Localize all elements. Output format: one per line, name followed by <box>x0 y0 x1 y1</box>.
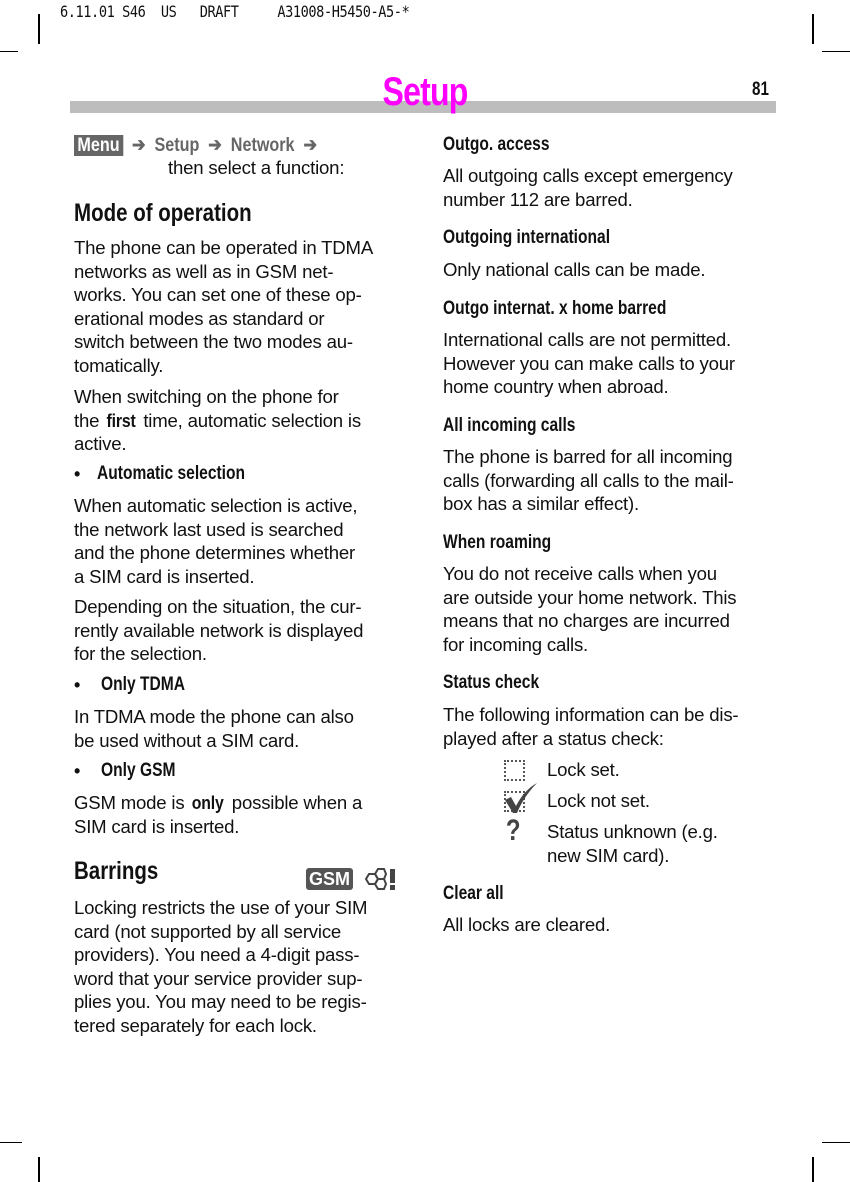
paragraph: The phone is barred for all incoming calls (forwarding all calls to the mail- box has a similar effect). <box>443 446 734 515</box>
arrow-icon: ➔ <box>131 135 146 156</box>
emphasis: first <box>106 409 136 431</box>
heading-all-incoming-calls: All incoming calls <box>443 415 576 436</box>
paragraph: All locks are cleared. <box>443 914 611 935</box>
heading-clear-all: Clear all <box>443 883 504 904</box>
checkmark-icon <box>503 782 539 814</box>
paragraph: In TDMA mode the phone can also be used without a SIM card. <box>74 706 354 751</box>
paragraph: When automatic selection is active, the network last used is searched and the phone determines whether a SIM card is inserted. <box>74 495 358 587</box>
crop-mark <box>0 1142 22 1143</box>
paragraph: Only national calls can be made. <box>443 259 706 280</box>
heading-barrings: Barrings <box>74 857 159 885</box>
page-number: 81 <box>752 79 769 100</box>
breadcrumb <box>74 134 360 157</box>
question-mark-icon: ? <box>505 814 521 847</box>
arrow-icon: ➔ <box>208 135 222 156</box>
heading-outgo-internat-home-barred: Outgo internat. x home barred <box>443 298 667 319</box>
draft-header: 6.11.01 S46 US DRAFT A31008-H5450-A5-* <box>60 2 410 21</box>
bullet: • <box>74 464 81 484</box>
heading-mode-of-operation: Mode of operation <box>74 199 252 227</box>
text: GSM mode is <box>74 792 190 813</box>
emphasis: only <box>192 792 225 813</box>
paragraph: The following information can be dis- played after a status check: <box>443 704 739 749</box>
text: possible when a SIM card is inserted. <box>74 792 363 837</box>
paragraph: You do not receive calls when you are outside your home network. This means that no charges are incurred for incoming calls. <box>443 563 737 655</box>
crop-mark <box>38 14 40 44</box>
heading-status-check: Status check <box>443 672 540 693</box>
paragraph: Locking restricts the use of your SIM card (not supported by all service providers). You need a 4-digit pass- word that your service provider sup- plies you. You may need to be regis- tered separately for each lock. <box>74 897 368 1036</box>
sim-lock-icon <box>360 866 398 892</box>
paragraph: Depending on the situation, the cur- rently available network is displayed for the selection. <box>74 596 364 665</box>
crop-mark <box>822 1142 850 1143</box>
paragraph <box>74 385 414 456</box>
heading-only-tdma: Only TDMA <box>101 674 185 695</box>
crop-mark <box>812 1157 814 1182</box>
bullet: • <box>74 675 81 695</box>
crop-mark <box>812 14 814 44</box>
menu-key: Menu <box>74 135 123 156</box>
legend-status-unknown: Status unknown (e.g. new SIM card). <box>547 821 718 866</box>
crop-mark <box>822 51 850 52</box>
crop-mark <box>38 1157 40 1182</box>
heading-automatic-selection: Automatic selection <box>97 463 246 484</box>
text: time, automatic selection is active. <box>74 409 361 455</box>
bullet: • <box>74 761 81 781</box>
page-title: Setup <box>382 70 468 114</box>
paragraph: International calls are not permitted. However you can make calls to your home country when abroad. <box>443 329 735 398</box>
crumb-network: Network <box>230 135 295 156</box>
heading-outgoing-international: Outgoing international <box>443 227 611 248</box>
crumb-setup: Setup <box>154 135 200 156</box>
paragraph: The phone can be operated in TDMA networks as well as in GSM net- works. You can set one of these op- erational modes as standard or switch between the two modes au- tomatically. <box>74 237 374 376</box>
heading-outgo-access: Outgo. access <box>443 134 550 155</box>
lock-set-icon <box>504 760 525 781</box>
legend-lock-not-set: Lock not set. <box>547 790 650 811</box>
text: When switching on the phone for the <box>74 386 339 431</box>
breadcrumb-instruction: then select a function: <box>168 157 345 178</box>
heading-when-roaming: When roaming <box>443 532 552 553</box>
crop-mark <box>0 51 18 52</box>
paragraph: All outgoing calls except emergency number 112 are barred. <box>443 165 733 210</box>
paragraph <box>74 791 414 838</box>
arrow-icon: ➔ <box>303 135 318 156</box>
gsm-badge: GSM <box>306 868 353 890</box>
legend-lock-set: Lock set. <box>547 759 620 780</box>
heading-only-gsm: Only GSM <box>101 760 176 781</box>
